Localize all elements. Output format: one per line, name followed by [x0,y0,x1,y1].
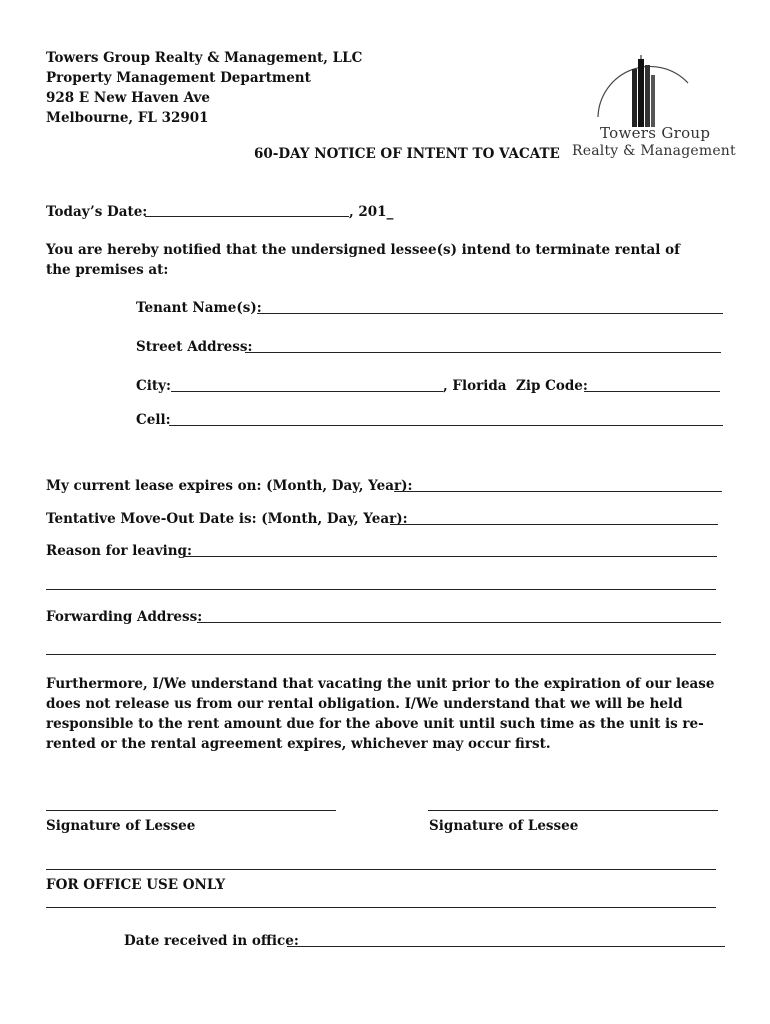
street-address: 928 E New Haven Ave [46,90,210,106]
zip-code-label: Zip Code: [516,378,588,394]
lease-expires-label: My current lease expires on: (Month, Day, Year): [46,478,413,494]
date-received-label: Date received in office: [124,933,299,949]
obligation-text: Furthermore, I/We understand that vacating the unit prior to the expiration of our lease does not release us from our rental obligation. I/We understand that we will be held responsible to the rent amount due for the above unit until such time as the unit is re-rented or the rental agreement expires, whichever may occur first. [46,676,715,752]
forwarding-address-label: Forwarding Address: [46,609,203,625]
lessee-signature-line-2[interactable] [428,810,718,811]
page-title: 60-DAY NOTICE OF INTENT TO VACATE [254,146,560,162]
street-address-field[interactable] [245,352,721,353]
company-name: Towers Group Realty & Management, LLC [46,50,363,66]
company-logo [570,55,736,165]
city-field[interactable] [171,391,443,392]
lease-expires-field[interactable] [394,491,722,492]
signature-label-right: Signature of Lessee [429,818,579,834]
intro-text: You are hereby notified that the undersigned lessee(s) intend to terminate rental of the premises at: [46,242,680,278]
signature-label-left: Signature of Lessee [46,818,196,834]
logo-line-2: Realty & Management [572,143,736,159]
forwarding-address-field[interactable] [197,622,721,623]
reason-field[interactable] [183,556,717,557]
lessee-signature-line-1[interactable] [46,810,336,811]
city-label: City: [136,378,171,394]
cell-field[interactable] [169,425,723,426]
date-received-field[interactable] [287,946,725,947]
tenant-names-label: Tenant Name(s): [136,300,262,316]
tenant-names-field[interactable] [257,313,723,314]
forwarding-address-field-continued[interactable] [46,654,716,655]
move-out-label: Tentative Move-Out Date is: (Month, Day, Year): [46,511,408,527]
reason-label: Reason for leaving: [46,543,192,559]
todays-date-label: Today’s Date: [46,204,148,220]
todays-date-field[interactable] [145,216,349,217]
cell-label: Cell: [136,412,171,428]
zip-code-field[interactable] [584,391,720,392]
state-text: , Florida [443,378,507,394]
street-address-label: Street Address: [136,339,253,355]
todays-date-year: , 201_ [349,204,394,220]
tower-skyline-icon [570,55,730,135]
office-separator-bottom [46,907,716,908]
department-name: Property Management Department [46,70,311,86]
office-separator-top [46,869,716,870]
logo-line-1: Towers Group [600,124,711,142]
reason-field-continued[interactable] [46,589,716,590]
company-address-block [46,48,362,128]
move-out-field[interactable] [390,524,718,525]
city-state-zip: Melbourne, FL 32901 [46,110,209,126]
office-use-heading: FOR OFFICE USE ONLY [46,877,226,893]
